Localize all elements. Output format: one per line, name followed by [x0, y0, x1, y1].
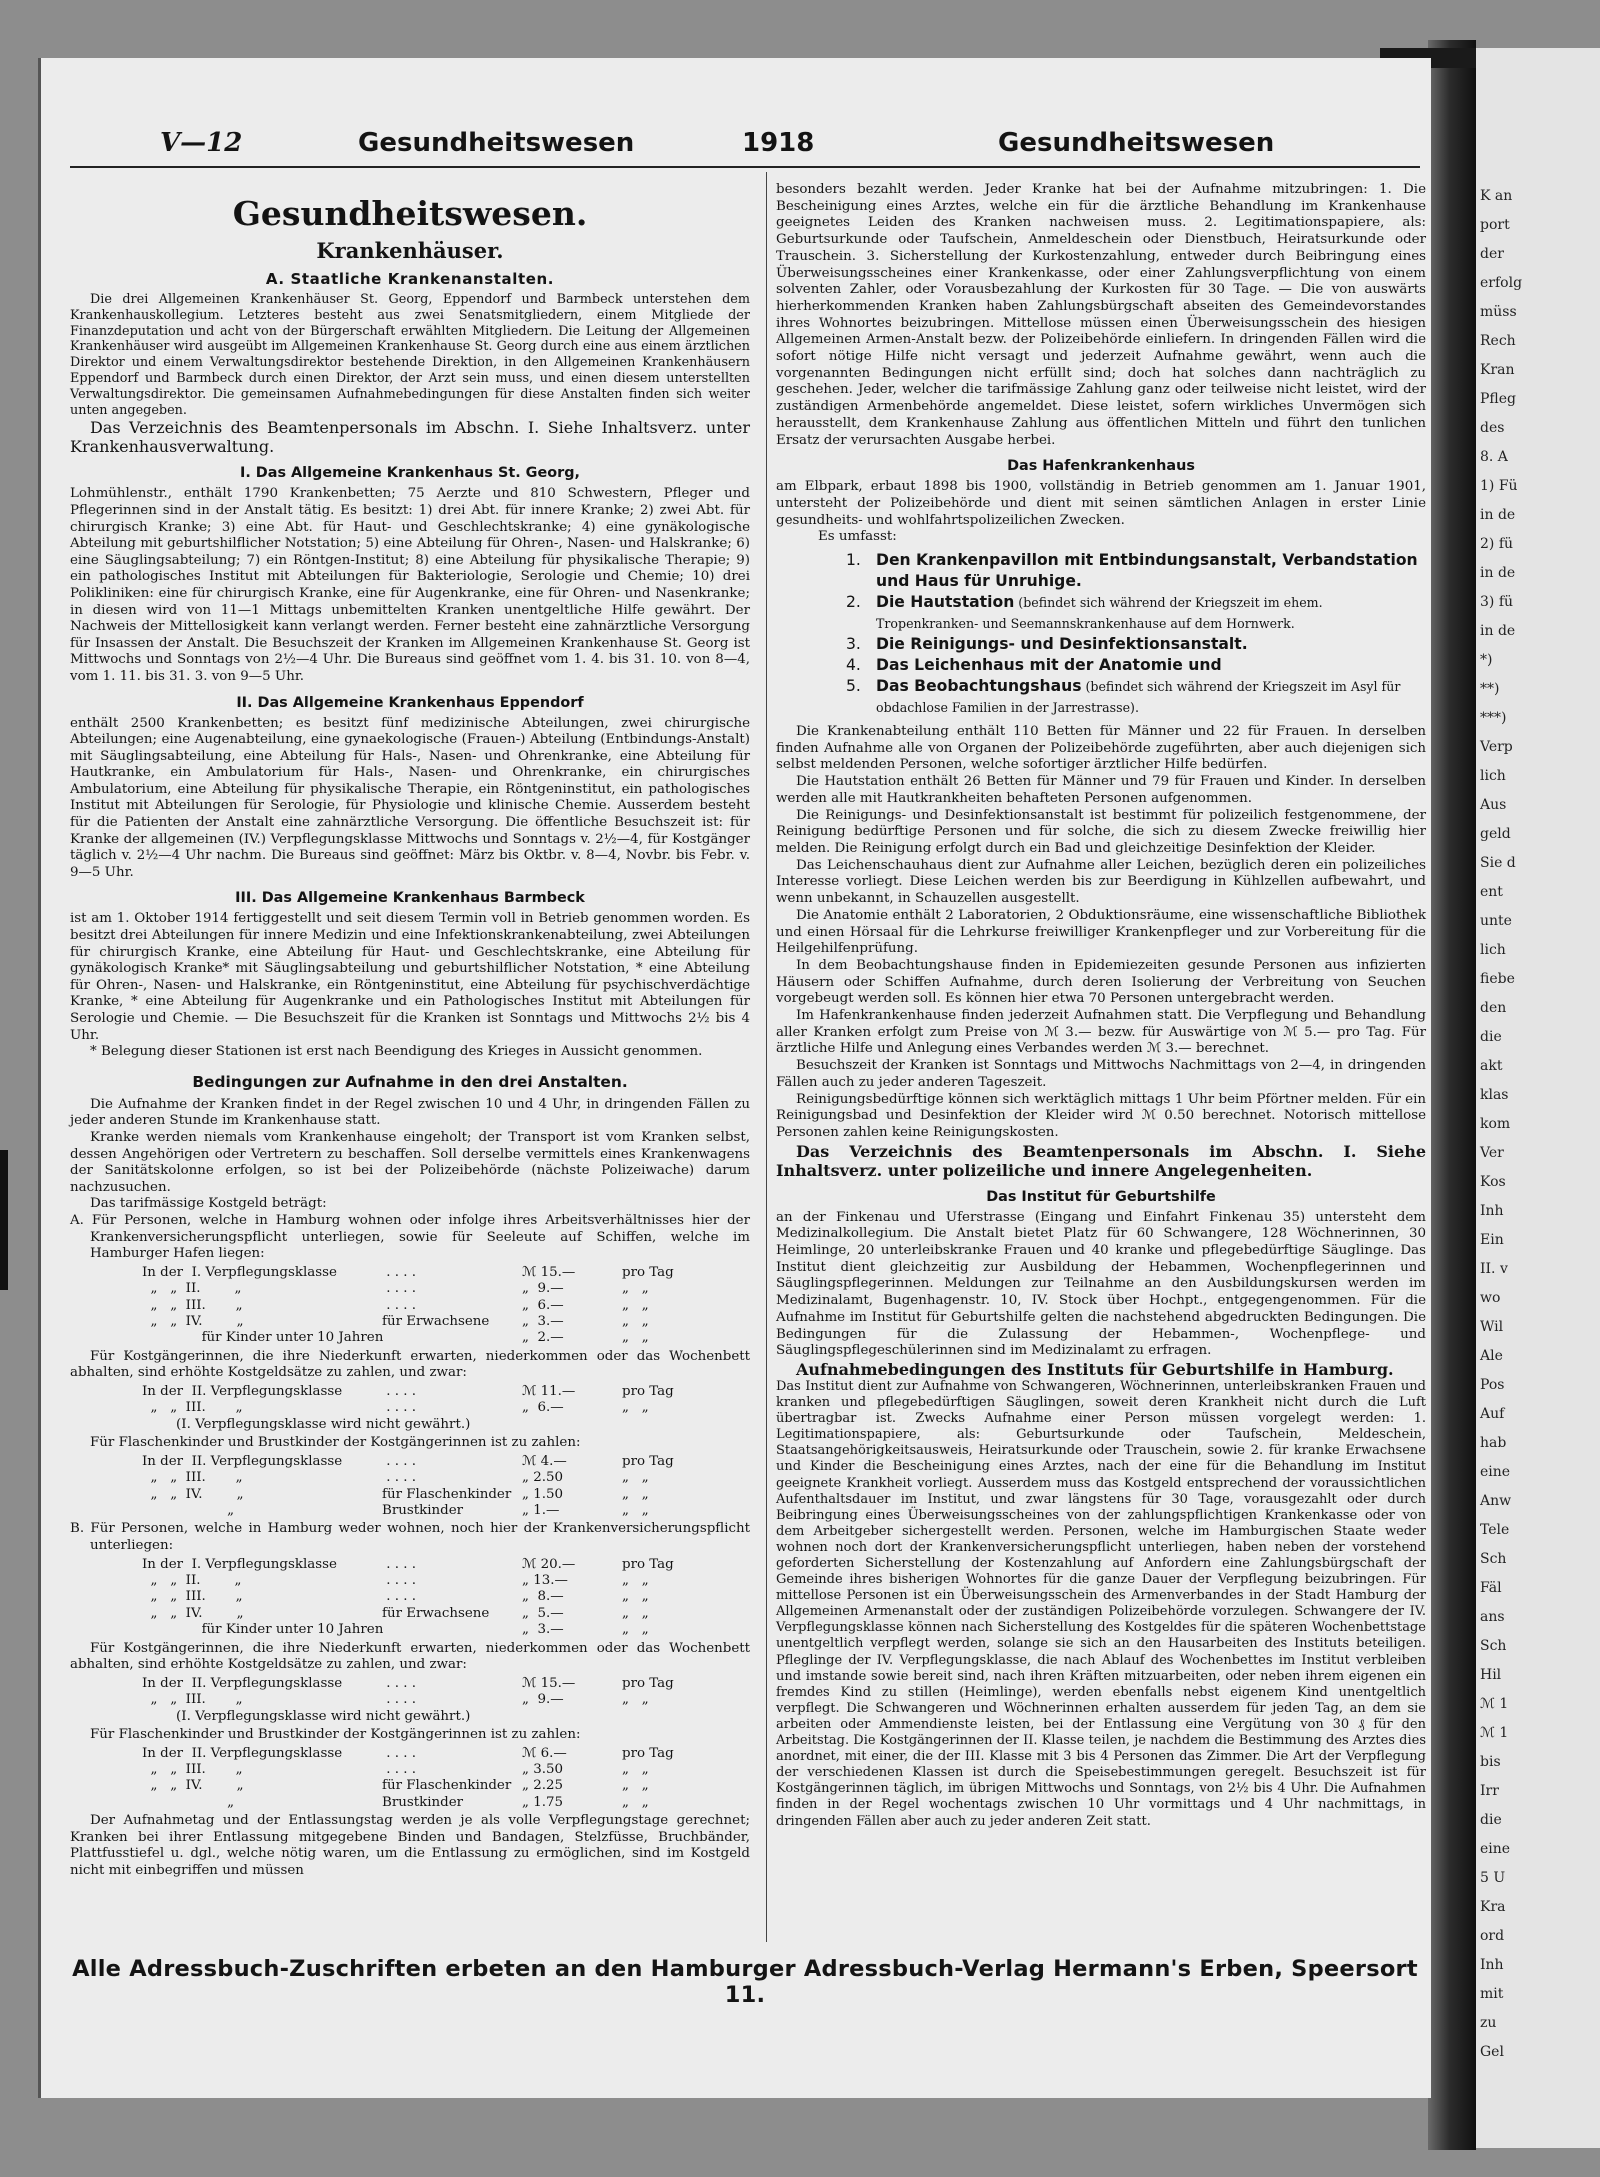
fee-cell: . . . .	[382, 1692, 417, 1708]
adjacent-page-text: kom	[1480, 1116, 1511, 1132]
fee-cell: ℳ 15.—	[522, 1675, 576, 1691]
fee-cell: . . . .	[382, 1745, 417, 1761]
adjacent-page-text: Rech	[1480, 333, 1516, 349]
adjacent-page-text: 1) Fü	[1480, 478, 1518, 494]
fee-row	[142, 1795, 750, 1811]
fee-cell: „ „	[622, 1762, 649, 1777]
fee-cell: . . . .	[382, 1400, 417, 1416]
fee-cell	[382, 1709, 522, 1725]
fee-b-infants: Für Flaschenkinder und Brustkinder der Kostgängerinnen ist zu zahlen:	[90, 1727, 581, 1742]
fee-row	[142, 1746, 750, 1762]
fee-cell: „ „ II. „	[142, 1281, 242, 1297]
fee-cell: . . . .	[382, 1572, 417, 1588]
adjacent-page-fragment	[1476, 48, 1600, 2148]
fee-row	[142, 1417, 750, 1433]
fee-row	[142, 1298, 750, 1314]
fee-cell: ℳ 4.—	[522, 1453, 567, 1469]
institut-aufnahme-text: Das Institut dient zur Aufnahme von Schwangeren, Wöchnerinnen, unterleibskranken Frauen und kranken und pflegebedürftigen Säuglingen, soweit deren Krankheit nicht durch die Luft übertragbar ist. Zwecks Aufnahme einer Person müssen vorgelegt werden: 1. Legitimationspapiere, als: Geburtsurkunde oder Taufschein, Meldeschein, Staatsangehörigkeitsausweis, Heiratsurkunde oder Trauschein, sowie 2. für kranke Erwachsene und Kinder die Bescheinigung eines Arztes, nach der eine für die Behandlung im Institut geeignete Krankheit vorliegt. Ausserdem muss das Kostgeld entsprechend der voraussichtlichen Aufenthaltsdauer im Institut, und zwar längstens für 30 Tage, vorausgezahlt oder durch Beibringung eines Überweisungsscheines von der zahlungspflichtigen Krankenkasse oder von dem Arbeitgeber sichergestellt werden. Personen, welche im Hamburgischen Staate weder wohnen noch dort der Krankenversicherungspflicht unterliegen, haben neben der vorstehend geforderten Sicherstellung der Kostenzahlung auf Anfordern eine Zahlungsbürgschaft der Gemeinde ihres bisherigen Wohnortes für die ganze Dauer der Verpflegung beizubringen. Für mittellose Personen ist ein Überweisungsschein des Armenverbandes in der Stadt Hamburg der Allgemeinen Armenanstalt oder der zuständigen Polizeibehörde vorzulegen. Schwangere der IV. Verpflegungsklasse können nach Sicherstellung des Kostgeldes für die späteren Wochenbettstage unentgeltlich verpflegt werden, solange sie sich an den Hausarbeiten des Instituts beteiligen. Pfleglinge der IV. Verpflegungsklasse, die nach Ablauf des Wochenbettes im Institut verbleiben und imstande sowie bereit sind, nach ihren Kräften mitzuarbeiten, oder neben ihrem eigenen ein fremdes Kind zu stillen (Heimlinge), werden ebenfalls nebst eigenem Kind unentgeltlich verpflegt. Die Schwangeren und Wöchnerinnen erhalten ausserdem für jeden Tag, an dem sie arbeiten oder Ammendienste leisten, bei der Entlassung eine Vergütung von 30 ₰ für den Arbeitstag. Die Kostgängerinnen der II. Klasse teilen, je nachdem die Bestimmung des Arztes dies anordnet, mit einer, die der III. Klasse mit 3 bis 4 Personen das Zimmer. Die Art der Verpflegung der verschiedenen Klassen ist durch die Speisebestimmungen geregelt. Besuchszeit ist für Kostgängerinnen täglich, im übrigen Mittwochs und Sonntags, von 2½ bis 4 Uhr. Die Aufnahmen finden in der Regel wochentags zwischen 10 Uhr vormittags und 4 Uhr nachmittags, in dringenden Fällen aber auch zu jeder anderen Zeit statt.	[776, 1378, 1426, 1829]
fee-cell: . . . .	[382, 1762, 417, 1777]
fee-cell: „ 5.—	[522, 1605, 564, 1621]
list-text-bold: Das Leichenhaus mit der Anatomie und	[876, 656, 1222, 675]
adjacent-page-text: ℳ 1	[1480, 1725, 1509, 1741]
list-item	[846, 592, 1426, 634]
fee-cell: „ „ IV. „	[142, 1313, 244, 1329]
adjacent-page-text: der	[1480, 246, 1504, 262]
fee-cell: pro Tag	[622, 1675, 674, 1691]
fee-cell: „ „ III. „	[142, 1762, 243, 1777]
fee-cell: für Kinder unter 10 Jahren	[142, 1330, 384, 1346]
header-rule	[70, 166, 1420, 168]
fee-cell: . . . .	[382, 1297, 417, 1313]
section-b-non-residents: B. Für Personen, welche in Hamburg weder wohnen, noch hier der Krankenversicherungspflicht unterliegen:	[70, 1521, 750, 1553]
adjacent-page-text: 2) fü	[1480, 536, 1514, 552]
fee-cell: „ „	[622, 1330, 649, 1346]
fee-cell: „ „	[622, 1572, 649, 1588]
adjacent-page-text: zu	[1480, 2015, 1497, 2031]
adjacent-page-text: Auf	[1480, 1406, 1505, 1422]
fee-cell: „	[142, 1502, 235, 1518]
fee-table-b3	[142, 1746, 750, 1812]
staff-directory-note: Das Verzeichnis des Beamtenpersonals im Abschn. I. Siehe Inhaltsverz. unter Krankenhausverwaltung.	[70, 418, 750, 457]
page-title: Gesundheitswesen.	[232, 194, 588, 233]
fee-cell: „ „	[622, 1794, 649, 1810]
fee-row	[142, 1487, 750, 1503]
fee-cell: . . . .	[382, 1556, 417, 1572]
fee-a-infants: Für Flaschenkinder und Brustkinder der Kostgängerinnen ist zu zahlen:	[90, 1435, 581, 1451]
page-number: V—12	[160, 128, 243, 158]
admission-discharge-note: Der Aufnahmetag und der Entlassungstag werden je als volle Verpflegungstage gerechnet; Kranken bei ihrer Entlassung mitgegebene Binden und Bandagen, Stelzfüsse, Bruchbänder, Plattfusstiefel u. dgl., welche nötig waren, um die Entlassung zu ermöglichen, sind im Kostgeld nicht mit einbegriffen und müssen	[70, 1813, 750, 1878]
adjacent-page-text: Kra	[1480, 1899, 1506, 1915]
adjacent-page-text: lich	[1480, 942, 1506, 958]
adjacent-page-text: Gel	[1480, 2044, 1504, 2060]
list-item	[846, 550, 1426, 592]
adjacent-page-text: Ver	[1480, 1145, 1504, 1161]
adjacent-page-text: in de	[1480, 623, 1516, 639]
hafen-staff-directory-note: Das Verzeichnis des Beamtenpersonals im Abschn. I. Siehe Inhaltsverz. unter polizeiliche und innere Angelegenheiten.	[776, 1141, 1426, 1180]
header-section-right: Gesundheitswesen	[998, 128, 1275, 158]
section-a-heading: A. Staatliche Krankenanstalten.	[265, 270, 555, 288]
adjacent-page-text: Aus	[1480, 797, 1507, 813]
fee-cell	[522, 1417, 622, 1433]
list-text	[876, 634, 1248, 655]
fee-row	[142, 1622, 750, 1638]
header-section-left: Gesundheitswesen	[358, 128, 635, 158]
fee-row	[142, 1762, 750, 1778]
running-header	[70, 124, 1420, 164]
adjacent-page-text: hab	[1480, 1435, 1507, 1451]
adjacent-page-text: akt	[1480, 1058, 1503, 1074]
fee-row	[142, 1709, 750, 1725]
fee-cell: In der II. Verpflegungsklasse	[142, 1745, 343, 1761]
fee-cell: . . . .	[382, 1470, 417, 1486]
fee-cell: „ 9.—	[522, 1281, 564, 1297]
adjacent-page-text: Hil	[1480, 1667, 1502, 1683]
fee-cell	[522, 1709, 622, 1725]
admission-transport: Kranke werden niemals vom Krankenhause eingeholt; der Transport ist vom Kranken selbst, dessen Angehörigen oder Vertretern zu beschaffen. Soll derselbe vermittels eines Krankenwagens der Sanitätskolonne erfolgen, so ist bei der Polizeibehörde (nächste Polizeiwache) darum nachzusuchen.	[70, 1129, 750, 1195]
fee-row	[142, 1778, 750, 1794]
fee-cell: „ 1.75	[522, 1794, 564, 1810]
page-gutter-shadow	[1428, 40, 1476, 2150]
fee-cell: „ „ II. „	[142, 1572, 242, 1588]
header-year: 1918	[742, 128, 815, 158]
fee-row	[142, 1281, 750, 1297]
adjacent-page-text: ent	[1480, 884, 1503, 900]
fee-cell: . . . .	[382, 1264, 417, 1280]
page-subtitle: Krankenhäuser.	[316, 238, 504, 263]
section-a-residents: A. Für Personen, welche in Hamburg wohnen oder infolge ihres Arbeitsverhältnisses hier der Krankenversicherungspflicht unterliegen, sowie für Seeleute auf Schiffen, welche im Hamburger Hafen liegen:	[70, 1212, 750, 1262]
adjacent-page-text: klas	[1480, 1087, 1509, 1103]
list-text-bold: Die Reinigungs- und Desinfektionsanstalt.	[876, 635, 1248, 654]
list-text	[876, 676, 1426, 718]
adjacent-page-text: Sie d	[1480, 855, 1516, 871]
hafen-facility-list	[846, 550, 1426, 718]
heading-st-georg: I. Das Allgemeine Krankenhaus St. Georg,	[239, 465, 581, 482]
paragraph-st-georg: Lohmühlenstr., enthält 1790 Krankenbetten; 75 Aerzte und 810 Schwestern, Pfleger und Pflegerinnen sind in der Anstalt tätig. Es besitzt: 1) drei Abt. für innere Kranke; 2) zwei Abt. für chirurgisch Kranke; 3) eine Abt. für Haut- und Geschlechtskranke; 4) eine gynäkologische Abteilung mit geburtshilflicher Notstation; 5) eine Abteilung für Ohren-, Nasen- und Halskranke; 6) eine Säuglingsabteilung; 7) ein Röntgen-Institut; 8) eine Abteilung für physikalische Therapie; 9) ein pathologisches Institut mit Abteilungen für Bakteriologie, Serologie und Chemie; 10) drei Polikliniken: eine für chirurgisch Kranke, eine für Augenkranke, eine für Ohren- und Nasenkranke; in diesen wird von 11—1 Mittags unbemittelten Kranken unentgeltliche Hilfe gewährt. Der Nachweis der Mittellosigkeit kann verlangt werden. Ferner besteht eine zahnärztliche Versorgung für Insassen der Anstalt. Die Besuchszeit der Kranken im Allgemeinen Krankenhause St. Georg ist Mittwochs und Sonntags von 2½—4 Uhr. Die Bureaus sind geöffnet vom 1. 4. bis 31. 10. von 8—4, vom 1. 11. bis 31. 3. von 9—5 Uhr.	[70, 486, 750, 684]
hafen-beobachtungshaus: In dem Beobachtungshause finden in Epidemiezeiten gesunde Personen aus infizierten Häusern oder Schiffen Aufnahme, durch deren Isolierung der Verbreitung von Seuchen vorgebeugt werden soll. Es können hier etwa 70 Personen untergebracht werden.	[776, 957, 1426, 1007]
adjacent-page-text: geld	[1480, 826, 1511, 842]
hafen-krankenabteilung: Die Krankenabteilung enthält 110 Betten für Männer und 22 für Frauen. In derselben finden Aufnahme alle von Organen der Polizeibehörde zugeführten, aber auch diejenigen sich selbst meldenden Personen, welche sofortiger ärztlicher Hilfe bedürfen.	[776, 724, 1426, 773]
adjacent-page-text: in de	[1480, 507, 1516, 523]
fee-cell: für Flaschenkinder	[382, 1778, 512, 1794]
list-number: 5.	[846, 677, 861, 696]
list-item	[846, 634, 1426, 655]
adjacent-page-text: eine	[1480, 1464, 1511, 1480]
adjacent-page-text: 8. A	[1480, 449, 1508, 465]
admission-hours: Die Aufnahme der Kranken findet in der Regel zwischen 10 und 4 Uhr, in dringenden Fällen zu jeder anderen Stunde im Krankenhause statt.	[70, 1096, 750, 1129]
fee-cell: ℳ 11.—	[522, 1383, 576, 1399]
fee-cell: ℳ 6.—	[522, 1745, 567, 1761]
fee-cell: für Erwachsene	[382, 1605, 490, 1621]
fee-row	[142, 1330, 750, 1346]
list-number: 3.	[846, 635, 861, 654]
fee-cell: pro Tag	[622, 1264, 674, 1280]
fee-cell: „ „	[622, 1313, 649, 1329]
adjacent-page-text: Irr	[1480, 1783, 1499, 1799]
fee-row	[142, 1470, 750, 1486]
adjacent-page-text: Sch	[1480, 1638, 1507, 1654]
adjacent-page-text: Ein	[1480, 1232, 1504, 1248]
fee-table-a2	[142, 1384, 750, 1433]
list-text-bold: Den Krankenpavillon mit Entbindungsanstalt, Verbandstation und Haus für Unruhige.	[876, 551, 1418, 591]
adjacent-page-text: **)	[1480, 681, 1500, 697]
fee-cell: „ 9.—	[522, 1692, 564, 1708]
list-item	[846, 676, 1426, 718]
adjacent-page-text: bis	[1480, 1754, 1501, 1770]
adjacent-page-text: Sch	[1480, 1551, 1507, 1567]
fee-cell: ℳ 20.—	[522, 1556, 576, 1572]
fee-table-a3	[142, 1454, 750, 1520]
heading-hafenkrankenhaus: Das Hafenkrankenhaus	[1007, 458, 1195, 475]
fee-cell: „ „ III. „	[142, 1297, 243, 1313]
fee-cell: ℳ 15.—	[522, 1264, 576, 1280]
fee-cell: In der II. Verpflegungsklasse	[142, 1453, 343, 1469]
column-divider	[766, 172, 767, 1942]
fee-cell: In der II. Verpflegungsklasse	[142, 1383, 343, 1399]
fee-row	[142, 1265, 750, 1281]
adjacent-page-text: die	[1480, 1812, 1502, 1828]
adjacent-page-text: Wil	[1480, 1319, 1504, 1335]
fee-row	[142, 1573, 750, 1589]
fee-cell: „ „ III. „	[142, 1470, 243, 1486]
list-text-bold: Die Hautstation	[876, 593, 1015, 612]
fee-row	[142, 1454, 750, 1470]
intro-paragraph: Die drei Allgemeinen Krankenhäuser St. Georg, Eppendorf und Barmbeck unterstehen dem Krankenhauskollegium. Letzteres besteht aus zwei Senatsmitgliedern, einem Mitgliede der Finanzdeputation und acht von der Bürgerschaft erwählten Mitgliedern. Die Leitung der Allgemeinen Krankenhäuser wird ausgeübt im Allgemeinen Krankenhause St. Georg durch eine aus einem ärztlichen Direktor und einem Verwaltungsdirektor bestehende Direktion, in den Allgemeinen Krankenhäusern Eppendorf und Barmbeck durch einen Direktor, der Arzt sein muss, und einen diesem unterstellten Verwaltungsdirektor. Die gemeinsamen Aufnahmebedingungen für diese Anstalten finden sich weiter unten angegeben.	[70, 292, 750, 418]
fee-cell: „ „	[622, 1502, 649, 1518]
adjacent-page-text: ord	[1480, 1928, 1505, 1944]
fee-row	[142, 1606, 750, 1622]
heading-institut-geburtshilfe: Das Institut für Geburtshilfe	[986, 1188, 1216, 1205]
fee-cell: für Erwachsene	[382, 1313, 490, 1329]
fee-cell: „ „	[622, 1589, 649, 1605]
fee-row	[142, 1676, 750, 1692]
fee-cell: „ „ IV. „	[142, 1605, 244, 1621]
adjacent-page-text: ans	[1480, 1609, 1505, 1625]
adjacent-page-text: Anw	[1480, 1493, 1512, 1509]
fee-cell: In der I. Verpflegungsklasse	[142, 1556, 337, 1572]
list-text-note: (befindet sich während der Kriegszeit im ehem. Tropenkranken- und Seemannskrankenhause auf dem Hornwerk.	[876, 595, 1323, 632]
adjacent-page-text: K an	[1480, 188, 1513, 204]
fee-cell: „ „	[622, 1281, 649, 1297]
fee-cell: „ „	[622, 1605, 649, 1621]
adjacent-page-text: Verp	[1480, 739, 1513, 755]
fee-cell: „ 6.—	[522, 1400, 564, 1416]
paragraph-barmbeck: ist am 1. Oktober 1914 fertiggestellt und seit diesem Termin voll in Betrieb genommen worden. Es besitzt drei Abteilungen für innere Medizin und eine Infektionskrankenabteilung, zwei Abteilungen für chirurgisch Kranke, eine Abteilung für Haut- und Geschlechtskranke, eine Abteilung für gynäkologisch Kranke* mit Säuglingsabteilung und geburtshilflicher Notstation, * eine Abteilung für Ohren-, Nasen- und Halskranke, ein Röntgeninstitut, eine Abteilung für psychischverdächtige Kranke, * eine Abteilung für Augenkranke und ein Pathologisches Institut mit Abteilungen für Serologie und Chemie. — Die Besuchszeit für die Kranken ist Sonntags und Mittwochs 2½ bis 4 Uhr.	[70, 911, 750, 1043]
fee-cell: „ 6.—	[522, 1297, 564, 1313]
fee-cell: „ 2.—	[522, 1330, 564, 1346]
fee-row	[142, 1589, 750, 1605]
heading-admission-conditions: Bedingungen zur Aufnahme in den drei Anstalten.	[192, 1072, 628, 1091]
adjacent-page-text: erfolg	[1480, 275, 1523, 291]
fee-cell: „ „ III. „	[142, 1692, 243, 1708]
footnote-barmbeck: * Belegung dieser Stationen ist erst nach Beendigung des Krieges in Aussicht genommen.	[90, 1044, 703, 1060]
adjacent-page-text: 5 U	[1480, 1870, 1506, 1886]
fee-cell: „ „	[622, 1400, 649, 1416]
scan-edge-mark	[0, 1150, 8, 1290]
fee-cell: „ „ IV. „	[142, 1486, 244, 1502]
adjacent-page-text: II. v	[1480, 1261, 1508, 1277]
hafen-besuchszeit: Besuchszeit der Kranken ist Sonntags und Mittwochs Nachmittags von 2—4, in dringenden Fällen auch zu jeder anderen Tageszeit.	[776, 1058, 1426, 1090]
fee-cell: „ 3.—	[522, 1313, 564, 1329]
adjacent-page-text: Kos	[1480, 1174, 1506, 1190]
fee-cell: In der I. Verpflegungsklasse	[142, 1264, 337, 1280]
fee-b-maternity: Für Kostgängerinnen, die ihre Niederkunft erwarten, niederkommen oder das Wochenbett abhalten, sind erhöhte Kostgeldsätze zu zahlen, und zwar:	[70, 1640, 750, 1673]
fee-cell: . . . .	[382, 1675, 417, 1691]
adjacent-page-text: ***)	[1480, 710, 1507, 726]
adjacent-page-text: mit	[1480, 1986, 1504, 2002]
list-item	[846, 655, 1426, 676]
right-column	[776, 182, 1426, 1830]
hafen-intro: am Elbpark, erbaut 1898 bis 1900, vollständig in Betrieb genommen am 1. Januar 1901, untersteht der Polizeibehörde und dient mit seinen sämtlichen Anlagen in erster Linie gesundheits- und wohlfahrtspolizeilichen Zwecken.	[776, 479, 1426, 528]
adjacent-page-text: lich	[1480, 768, 1506, 784]
adjacent-page-text: Inh	[1480, 1957, 1504, 1973]
adjacent-page-text: Kran	[1480, 362, 1515, 378]
fee-cell: Brustkinder	[382, 1502, 464, 1518]
hafen-hautstation: Die Hautstation enthält 26 Betten für Männer und 79 für Frauen und Kinder. In derselben werden alle mit Hautkrankheiten behafteten Personen aufgenommen.	[776, 774, 1426, 806]
fee-cell: „ 2.50	[522, 1470, 564, 1486]
list-number: 4.	[846, 656, 861, 675]
adjacent-page-text: die	[1480, 1029, 1502, 1045]
document-page	[70, 124, 1426, 2094]
adjacent-page-text: port	[1480, 217, 1510, 233]
adjacent-page-text: des	[1480, 420, 1505, 436]
paragraph-eppendorf: enthält 2500 Krankenbetten; es besitzt fünf medizinische Abteilungen, zwei chirurgische Abteilungen; eine Augenabteilung, eine gynaekologische (Frauen-) Abteilung (Entbindungs-Anstalt) mit Säuglingsabteilung, eine Abteilung für Hals-, Nasen- und Ohrenkranke, eine Abteilung für Hautkranke, ein Ambulatorium für Hals-, Nasen- und Ohrenkranke, ein chirurgisches Ambulatorium, eine Abteilung für physikalische Therapie, ein Röntgeninstitut, ein pathologisches Institut mit Abteilungen für Serologie, für Physiologie und klinische Chemie. Ausserdem besteht für die Patienten der Anstalt eine zahnärztliche Versorgung. Die öffentliche Besuchszeit ist: für Kranke der allgemeinen (IV.) Verpflegungsklasse Mittwochs und Sonntags v. 2½—4, für Kostgänger täglich v. 2½—4 Uhr nachm. Die Bureaus sind geöffnet: März bis Oktbr. v. 8—4, Novbr. bis Febr. v. 9—5 Uhr.	[70, 715, 750, 880]
fee-cell: In der II. Verpflegungsklasse	[142, 1675, 343, 1691]
publisher-footer: Alle Adressbuch-Zuschriften erbeten an den Hamburger Adressbuch-Verlag Hermann's Erben, Speersort 11.	[72, 1956, 1418, 2008]
fee-row	[142, 1557, 750, 1573]
adjacent-page-text: Tele	[1480, 1522, 1510, 1538]
fee-cell: „ 3.—	[522, 1622, 564, 1638]
adjacent-page-text: fiebe	[1480, 971, 1515, 987]
fee-cell: (I. Verpflegungsklasse wird nicht gewährt.)	[142, 1416, 471, 1432]
adjacent-page-text: in de	[1480, 565, 1516, 581]
fee-cell: pro Tag	[622, 1556, 674, 1572]
adjacent-page-text: wo	[1480, 1290, 1501, 1306]
adjacent-page-text: unte	[1480, 913, 1512, 929]
list-text	[876, 655, 1222, 676]
hafen-desinfektion: Die Reinigungs- und Desinfektionsanstalt ist bestimmt für polizeilich festgenommene, der Reinigung bedürftige Personen und für solche, die sich zu diesem Zwecke freiwillig hier melden. Die Reinigung erfolgt durch ein Bad und gleichzeitige Desinfektion der Kleider.	[776, 807, 1426, 856]
fee-a-maternity: Für Kostgängerinnen, die ihre Niederkunft erwarten, niederkommen oder das Wochenbett abhalten, sind erhöhte Kostgeldsätze zu zahlen, und zwar:	[70, 1348, 750, 1381]
fee-row	[142, 1503, 750, 1519]
fee-cell: (I. Verpflegungsklasse wird nicht gewährt.)	[142, 1708, 471, 1724]
fee-cell: „	[142, 1794, 235, 1810]
fee-cell	[382, 1330, 522, 1346]
fee-cell: Brustkinder	[382, 1794, 464, 1810]
list-number: 2.	[846, 593, 861, 612]
fee-cell: „ „	[622, 1622, 649, 1638]
fee-table-a1	[142, 1265, 750, 1347]
fee-row	[142, 1314, 750, 1330]
list-number: 1.	[846, 551, 861, 570]
fee-cell: „ 2.25	[522, 1778, 564, 1794]
fee-cell: „ „ III. „	[142, 1400, 243, 1416]
admission-continuation: besonders bezahlt werden. Jeder Kranke hat bei der Aufnahme mitzubringen: 1. Die Bescheinigung eines Arztes, welche ein für die ärztliche Behandlung im Krankenhause geeignetes Leiden des Kranken nachweisen muss. 2. Legitimationspapiere, als: Geburtsurkunde oder Taufschein, Anmeldeschein oder Dienstbuch, Heiratsurkunde oder Trauschein. 3. Sicherstellung der Kurkostenzahlung, entweder durch Beibringung eines Überweisungsscheines einer Krankenkasse, oder einer Zahlungsverpflichtung von einem solventen Zahler, oder Vorausbezahlung der Kurkosten für 30 Tage. — Die von auswärts hierherkommenden Kranken haben Zahlungsbürgschaft abseiten des Gemeindevorstandes ihres Wohnortes beizubringen. Mittellose müssen einen Überweisungsschein des hiesigen Allgemeinen Armen-Anstalt bezw. der Polizeibehörde einliefern. In dringenden Fällen wird die sofort nötige Hilfe nicht versagt und jederzeit Aufnahme gewährt, wenn auch die vorgenannten Bedingungen nicht erfüllt sind; doch hat solches dann nachträglich zu geschehen. Jeder, welcher die tarifmässige Zahlung ganz oder teilweise nicht leistet, wird der zuständigen Armenbehörde angemeldet. Diese leistet, sofern wirkliches Unvermögen sich herausstellt, dem Krankenhause Zahlung aus öffentlichen Mitteln und führt den tunlichen Ersatz der verursachten Ausgabe herbei.	[776, 182, 1426, 448]
fee-row	[142, 1384, 750, 1400]
adjacent-page-text: den	[1480, 1000, 1507, 1016]
hafen-umfasst: Es umfasst:	[818, 529, 897, 545]
adjacent-page-text: *)	[1480, 652, 1493, 668]
fee-cell: „ „ IV. „	[142, 1778, 244, 1794]
fee-cell: „ „	[622, 1297, 649, 1313]
fee-cell: . . . .	[382, 1281, 417, 1297]
adjacent-page-text: müss	[1480, 304, 1517, 320]
fee-cell: pro Tag	[622, 1383, 674, 1399]
adjacent-page-text: eine	[1480, 1841, 1511, 1857]
hafen-anatomie: Die Anatomie enthält 2 Laboratorien, 2 Obduktionsräume, eine wissenschaftliche Bibliothek und einen Hörsaal für die Lehrkurse freiwilliger Krankenpfleger und zur Vorbereitung für die Heilgehilfenprüfung.	[776, 907, 1426, 957]
hafen-aufnahmen: Im Hafenkrankenhause finden jederzeit Aufnahmen statt. Die Verpflegung und Behandlung aller Kranken erfolgt zum Preise von ℳ 3.— bezw. für Auswärtige von ℳ 5.— pro Tag. Für ärztliche Hilfe und Anlegung eines Verbandes werden ℳ 3.— berechnet.	[776, 1008, 1426, 1057]
heading-institut-aufnahme: Aufnahmebedingungen des Instituts für Geburtshilfe in Hamburg.	[796, 1359, 1394, 1379]
left-column	[70, 182, 750, 1880]
fee-cell: „ „	[622, 1778, 649, 1794]
list-text-bold: Das Beobachtungshaus	[876, 677, 1082, 696]
heading-eppendorf: II. Das Allgemeine Krankenhaus Eppendorf	[236, 694, 584, 711]
fee-cell: . . . .	[382, 1453, 417, 1469]
fee-cell: „ „	[622, 1692, 649, 1708]
fee-cell	[382, 1622, 522, 1638]
adjacent-page-text: Pfleg	[1480, 391, 1517, 407]
fee-cell: pro Tag	[622, 1745, 674, 1761]
fee-cell: pro Tag	[622, 1453, 674, 1469]
hafen-reinigung: Reinigungsbedürftige können sich werktäglich mittags 1 Uhr beim Pförtner melden. Für ein Reinigungsbad und Desinfektion der Kleider wird ℳ 0.50 berechnet. Notorisch mittellose Personen zahlen keine Reinigungskosten.	[776, 1091, 1426, 1140]
adjacent-page-text: ℳ 1	[1480, 1696, 1509, 1712]
fee-cell: „ „ III. „	[142, 1589, 243, 1605]
fee-cell	[382, 1417, 522, 1433]
admission-fee-intro: Das tarifmässige Kostgeld beträgt:	[90, 1196, 327, 1212]
adjacent-page-text: Ale	[1480, 1348, 1503, 1364]
institut-intro: an der Finkenau und Uferstrasse (Eingang und Einfahrt Finkenau 35) untersteht dem Medizinalkollegium. Die Anstalt bietet Platz für 60 Schwangere, 128 Wöchnerinnen, 30 Heimlinge, 20 unterleibskranke Frauen und 40 kranke und pflegebedürftige Säuglinge. Das Institut dient gleichzeitig zur Ausbildung der Hebammen, Wochenpflegerinnen und Säuglingspflegerinnen. Meldungen zur Teilnahme an den Ausbildungskursen werden im Medizinalamt, Bugenhagenstr. 10, IV. Stock über Hochpt., entgegengenommen. Für die Aufnahme im Institut für Geburtshilfe gelten die nachstehend abgedruckten Bedingungen. Die Bedingungen für die Zulassung der Hebammen-, Wochenpflege- und Säuglingspflegeschülerinnen sind im Medizinalamt zu erfragen.	[776, 1209, 1426, 1359]
adjacent-page-text: 3) fü	[1480, 594, 1514, 610]
adjacent-page-text: Inh	[1480, 1203, 1504, 1219]
fee-cell: für Flaschenkinder	[382, 1486, 512, 1502]
adjacent-page-text: Pos	[1480, 1377, 1505, 1393]
fee-cell: „ „	[622, 1486, 649, 1502]
fee-cell: „ 1.50	[522, 1486, 564, 1502]
fee-cell: „ 1.—	[522, 1502, 560, 1518]
fee-cell: für Kinder unter 10 Jahren	[142, 1622, 384, 1638]
list-text-note: (befindet sich während der Kriegszeit im Asyl für obdachlose Familien in der Jarrestrasse).	[876, 679, 1401, 716]
list-text	[876, 592, 1426, 634]
fee-cell: . . . .	[382, 1589, 417, 1605]
fee-cell: . . . .	[382, 1383, 417, 1399]
adjacent-page-text: Fäl	[1480, 1580, 1502, 1596]
fee-cell: „ 3.50	[522, 1762, 564, 1777]
fee-cell: „ „	[622, 1470, 649, 1486]
fee-cell: „ 13.—	[522, 1572, 568, 1588]
fee-row	[142, 1692, 750, 1708]
fee-table-b2	[142, 1676, 750, 1725]
hafen-leichenschauhaus: Das Leichenschauhaus dient zur Aufnahme aller Leichen, bezüglich deren ein polizeiliches Interesse vorliegt. Diese Leichen werden bis zur Beerdigung in Kühlzellen aufbewahrt, und wenn unbekannt, in Schauzellen ausgestellt.	[776, 857, 1426, 907]
fee-cell: „ 8.—	[522, 1589, 564, 1605]
fee-row	[142, 1400, 750, 1416]
heading-barmbeck: III. Das Allgemeine Krankenhaus Barmbeck	[235, 890, 585, 907]
list-text	[876, 550, 1426, 592]
fee-table-b1	[142, 1557, 750, 1639]
